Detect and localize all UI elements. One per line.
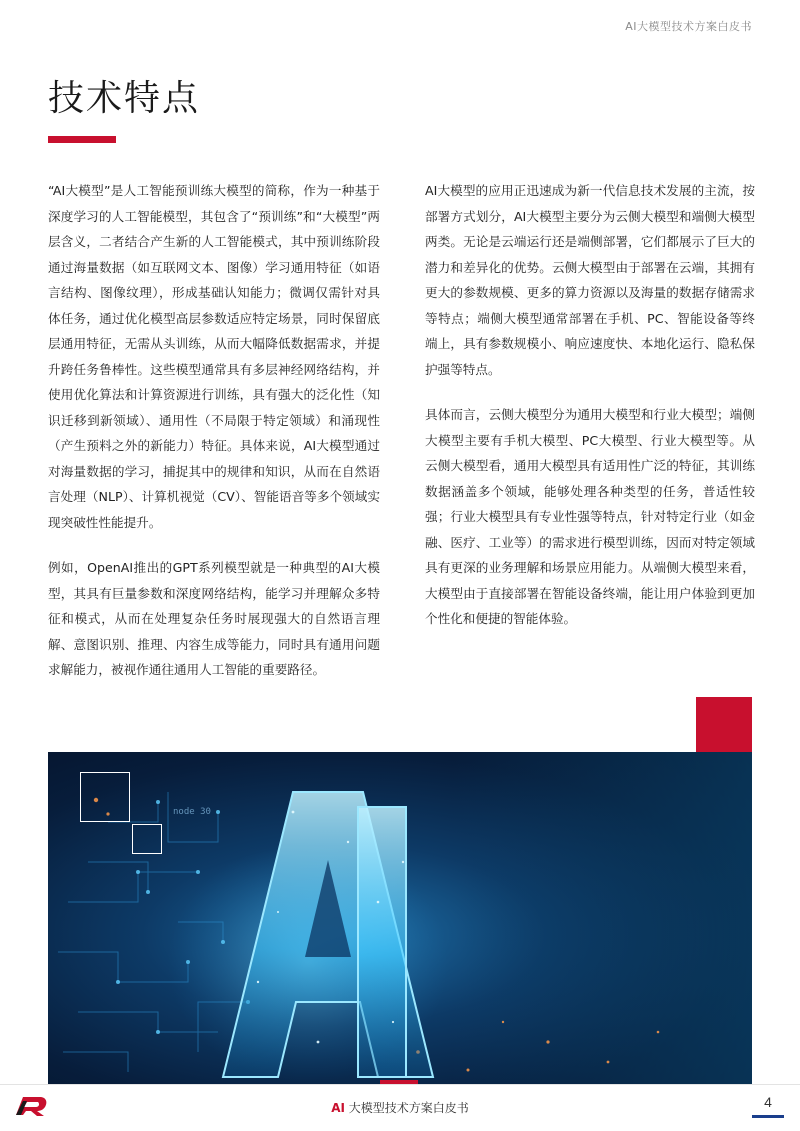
title-underline xyxy=(48,136,116,143)
left-column xyxy=(48,178,380,703)
right-paragraph-2: 具体而言，云侧大模型分为通用大模型和行业大模型；端侧大模型主要有手机大模型、PC大模型、行业大模型等。从云侧大模型看，通用大模型具有适用性广泛的特征，其训练数据涵盖多个领域，能够处理各种类型的任务，普适性较强；行业大模型具有专业性强等特点，针对特定行业（如金融、医疗、工业等）的需求进行模型训练，因而对特定领域具有更深的业务理解和场景应用能力。从端侧大模型来看，大模型由于直接部署在智能设备终端，能让用户体验到更加个性化和便捷的智能体验。 xyxy=(425,407,755,626)
hero-image xyxy=(48,752,752,1085)
page-number: 4 xyxy=(764,1094,772,1110)
running-header: AI大模型技术方案白皮书 xyxy=(625,20,752,33)
left-paragraph-2: 例如，OpenAI推出的GPT系列模型就是一种典型的AI大模型，其具有巨量参数和深度网络结构，能学习并理解众多特征和模式，从而在处理复杂任务时展现强大的自然语言理解、意图识别、推理、内容生成等能力，同时具有通用问题求解能力，被视作通往通用人工智能的重要路径。 xyxy=(48,560,380,677)
footer-divider xyxy=(0,1084,800,1085)
footer-title-ai: AI xyxy=(331,1101,345,1115)
ai-letter-i xyxy=(358,807,406,1077)
footer-title-rest: 大模型技术方案白皮书 xyxy=(344,1101,469,1115)
circuit-label: node 30 xyxy=(173,807,211,817)
page-number-underline xyxy=(752,1115,784,1118)
circuit-graphic xyxy=(48,752,752,1085)
outline-frame-small xyxy=(132,824,162,854)
right-column xyxy=(425,178,755,652)
page-title: 技术特点 xyxy=(48,78,201,119)
red-accent-square xyxy=(696,697,752,753)
right-paragraph-1: AI大模型的应用正迅速成为新一代信息技术发展的主流，按部署方式划分，AI大模型主要分为云侧大模型和端侧大模型两类。无论是云端运行还是端侧部署，它们都展示了巨大的潜力和差异化的优势。云侧大模型由于部署在云端，其拥有更大的参数规模、更多的算力资源以及海量的数据存储需求等特点；端侧大模型通常部署在手机、PC、智能设备等终端上，具有参数规模小、响应速度快、本地化运行、隐私保护强等特点。 xyxy=(425,183,755,377)
footer-title xyxy=(0,1099,800,1116)
left-paragraph-1: “AI大模型”是人工智能预训练大模型的简称，作为一种基于深度学习的人工智能模型，其包含了“预训练”和“大模型”两层含义，二者结合产生新的人工智能模式，其中预训练阶段通过海量数据（如互联网文本、图像）学习通用特征（如语言结构、图像纹理），形成基础认知能力；微调仅需针对具体任务，通过优化模型高层参数适应特定场景，同时保留底层通用特征，无需从头训练，从而大幅降低数据需求，并提升跨任务鲁棒性。这些模型通常具有多层神经网络结构，并使用优化算法和计算资源进行训练，具有强大的泛化性（知识迁移到新领域）、通用性（不局限于特定领域）和涌现性（产生预料之外的新能力）特征。具体来说，AI大模型通过对海量数据的学习，捕捉其中的规律和知识，从而在自然语言处理（NLP）、计算机视觉（CV）、智能语音等多个领域实现突破性性能提升。 xyxy=(48,183,380,530)
outline-frame-large xyxy=(80,772,130,822)
